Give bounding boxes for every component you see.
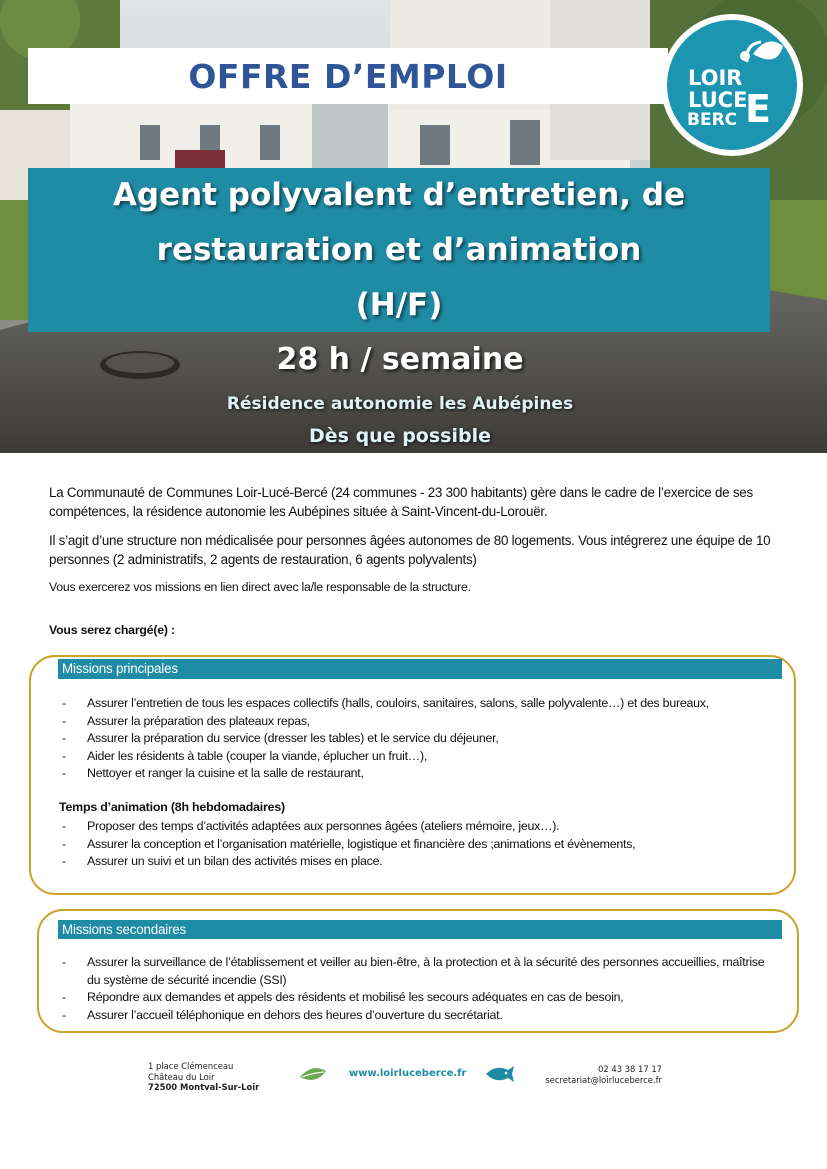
logo-line-1: LOIR xyxy=(688,66,743,90)
job-title-line-3: (H/F) xyxy=(355,286,443,323)
address-line-2: Château du Loir xyxy=(148,1071,215,1082)
job-title-banner xyxy=(28,168,770,332)
logo-big-letter: E xyxy=(745,87,771,131)
list-item: - Assurer l’accueil téléphonique en dehors des heures d’ouverture du secrétariat. xyxy=(62,1007,503,1022)
secondary-missions-title: Missions secondaires xyxy=(58,920,782,939)
list-item-text: Assurer la surveillance de l’établissement et veiller au bien-être, à la protection et à la sécurité des personnes accueillies, maîtrise du système de sécurité incendie (SSI) xyxy=(87,955,765,987)
list-item: - Assurer la préparation du service (dresser les tables) et le service du déjeuner, xyxy=(62,731,499,745)
leaf-icon xyxy=(298,1065,328,1085)
logo-line-2: LUCE xyxy=(688,88,748,112)
residence-name: Résidence autonomie les Aubépines xyxy=(226,394,574,414)
address-line-1: 1 place Clémenceau xyxy=(148,1061,234,1071)
list-item: - Proposer des temps d’activités adaptées aux personnes âgées (ateliers mémoire, jeux…). xyxy=(62,819,560,833)
address-line-3: 72500 Montval-Sur-Loir xyxy=(148,1082,260,1092)
intro-paragraph-2: Il s’agit d’une structure non médicalisée pour personnes âgées autonomes de 80 logements. Vous intégrerez une équipe de 10 personnes (2 administratifs, 2 agents de restauration, 6 agents polyvalents) xyxy=(49,533,771,567)
list-item-text: Assurer la conception et l’organisation matérielle, logistique et financière des ;animations et évènements, xyxy=(87,836,636,851)
duties-heading: Vous serez chargé(e) : xyxy=(49,623,175,637)
list-item-text: Aider les résidents à table (couper la viande, éplucher un fruit…), xyxy=(87,748,428,763)
phone-number[interactable]: 02 43 38 17 17 xyxy=(598,1064,662,1074)
weekly-hours: 28 h / semaine xyxy=(276,342,524,377)
list-item-text: Répondre aux demandes et appels des résidents et mobilisé les secours adéquates en cas de besoin, xyxy=(87,990,624,1004)
list-item: - Aider les résidents à table (couper la viande, éplucher un fruit…), xyxy=(62,748,428,763)
list-item: - Répondre aux demandes et appels des résidents et mobilisé les secours adéquates en cas de besoin, xyxy=(62,990,624,1004)
offer-title: OFFRE D’EMPLOI xyxy=(188,56,508,96)
list-item-text: Assurer un suivi et un bilan des activités mises en place. xyxy=(87,854,383,868)
footer-address xyxy=(148,1061,259,1093)
list-item: - Assurer la surveillance de l’établissement et veiller au bien-être, à la protection et à la sécurité des personnes accueillies, maîtrise du système de sécurité incendie (SSI) xyxy=(62,955,765,987)
email-link[interactable]: secretariat@loirluceberce.fr xyxy=(545,1074,662,1085)
list-item: - Assurer la préparation des plateaux repas, xyxy=(62,713,310,728)
secondary-missions-list xyxy=(62,954,772,1024)
website-link[interactable]: www.loirluceberce.fr xyxy=(349,1068,467,1079)
list-item-text: Assurer l’accueil téléphonique en dehors des heures d’ouverture du secrétariat. xyxy=(87,1007,503,1022)
footer-contact xyxy=(536,1064,662,1085)
list-item-text: Nettoyer et ranger la cuisine et la salle de restaurant, xyxy=(87,766,364,780)
logo-circle xyxy=(667,20,797,150)
logo-line-3: BERC xyxy=(687,110,738,130)
job-title-line-2: restauration et d’animation xyxy=(156,231,642,268)
animation-heading: Temps d’animation (8h hebdomadaires) xyxy=(59,800,285,814)
offer-title-bar xyxy=(28,48,668,104)
fish-icon xyxy=(484,1064,516,1084)
start-date: Dès que possible xyxy=(309,425,491,447)
main-missions-title: Missions principales xyxy=(58,659,782,679)
intro-paragraph-3: Vous exercerez vos missions en lien direct avec la/le responsable de la structure. xyxy=(49,580,471,594)
list-item: - Assurer un suivi et un bilan des activités mises en place. xyxy=(62,854,383,868)
list-item: - Assurer l’entretien de tous les espaces collectifs (halls, couloirs, sanitaires, salons, salle polyvalente…) et des bureaux, xyxy=(62,696,709,710)
list-item: - Assurer la conception et l’organisation matérielle, logistique et financière des ;animations et évènements, xyxy=(62,836,636,851)
list-item-text: Assurer l’entretien de tous les espaces collectifs (halls, couloirs, sanitaires, salons, salle polyvalente…) et des bureaux, xyxy=(87,696,709,710)
main-missions-list xyxy=(62,695,772,783)
list-item-text: Assurer la préparation du service (dresser les tables) et le service du déjeuner, xyxy=(87,731,499,745)
loir-luce-berce-logo xyxy=(661,14,803,156)
intro-paragraph-1: La Communauté de Communes Loir-Lucé-Bercé (24 communes - 23 300 habitants) gère dans le cadre de l’exercice de ses compétences, la résidence autonomie les Aubépines située à Saint-Vincent-du-Lorouër. xyxy=(49,485,753,519)
list-item-text: Proposer des temps d’activités adaptées aux personnes âgées (ateliers mémoire, jeux…). xyxy=(87,819,560,833)
job-title-line-1: Agent polyvalent d’entretien, de xyxy=(112,176,686,213)
list-item: - Nettoyer et ranger la cuisine et la salle de restaurant, xyxy=(62,766,364,780)
animation-list xyxy=(62,818,772,871)
list-item-text: Assurer la préparation des plateaux repas, xyxy=(87,713,310,728)
